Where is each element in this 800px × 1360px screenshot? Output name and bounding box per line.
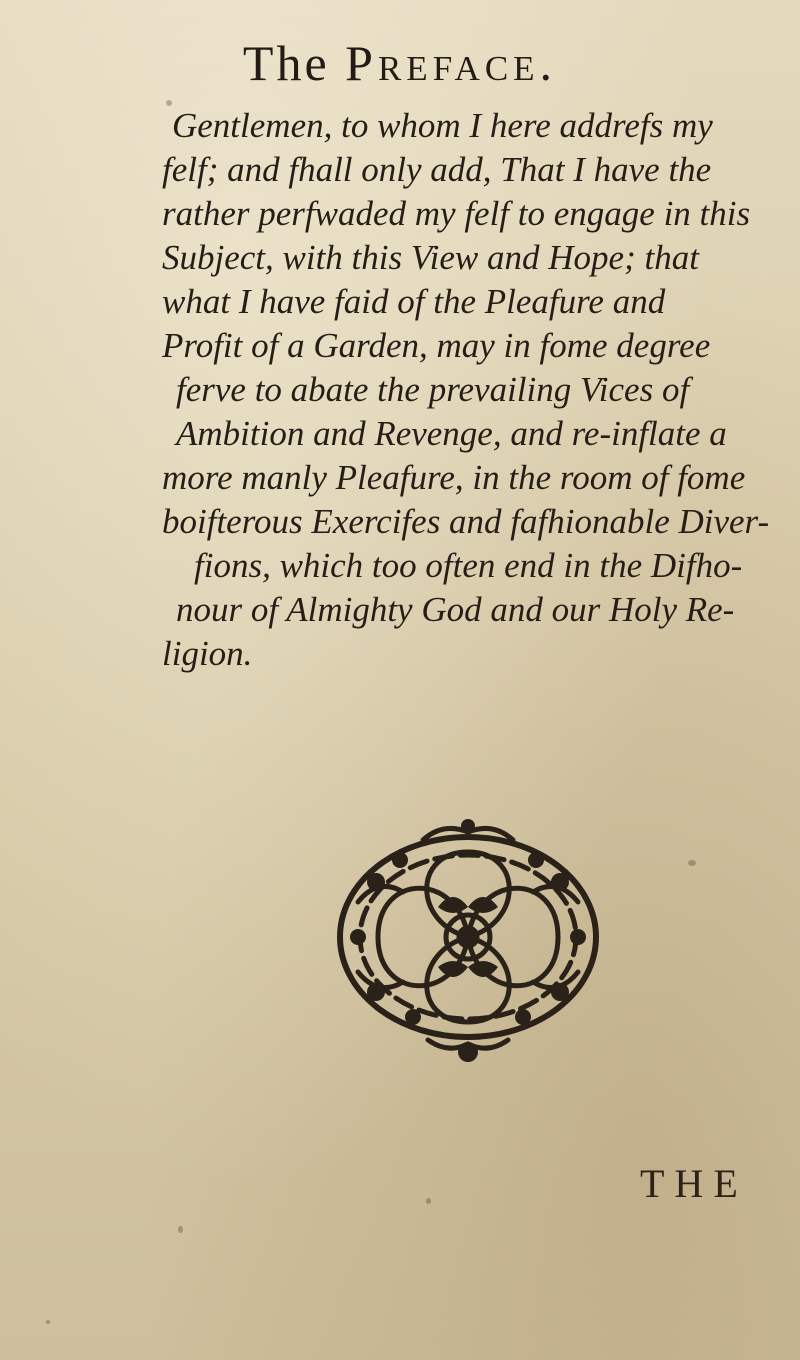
text-line: what I have faid of the Pleafure and xyxy=(162,282,666,321)
text-line: boifterous Exercifes and fafhionable Diver- xyxy=(162,502,770,541)
text-line: nour of Almighty God and our Holy Re- xyxy=(176,590,735,629)
text-line: Profit of a Garden, may in fome degree xyxy=(162,326,711,365)
running-head-word: Preface. xyxy=(345,35,558,91)
preface-paragraph xyxy=(162,104,792,676)
text-line: fions, which too often end in the Difho- xyxy=(194,546,743,585)
text-line: rather perfwaded my felf to engage in this xyxy=(162,194,751,233)
running-head xyxy=(0,34,800,92)
paper-speck xyxy=(426,1198,431,1204)
text-line: ferve to abate the prevailing Vices of xyxy=(176,370,690,409)
paper-speck xyxy=(46,1320,50,1324)
text-line: felf; and fhall only add, That I have the xyxy=(162,150,712,189)
text-line: Ambition and Revenge, and re-inflate a xyxy=(176,414,727,453)
floral-knot-ornament-icon xyxy=(318,812,618,1072)
catchword: THE xyxy=(640,1161,748,1206)
text-line: more manly Pleafure, in the room of fome xyxy=(162,458,746,497)
text-line: Subject, with this View and Hope; that xyxy=(162,238,699,277)
paper-speck xyxy=(688,860,696,866)
text-line: ligion. xyxy=(162,634,253,673)
paper-speck xyxy=(178,1226,183,1233)
running-head-prefix: The xyxy=(242,35,330,91)
text-line: Gentlemen, to whom I here addrefs my xyxy=(172,106,713,145)
